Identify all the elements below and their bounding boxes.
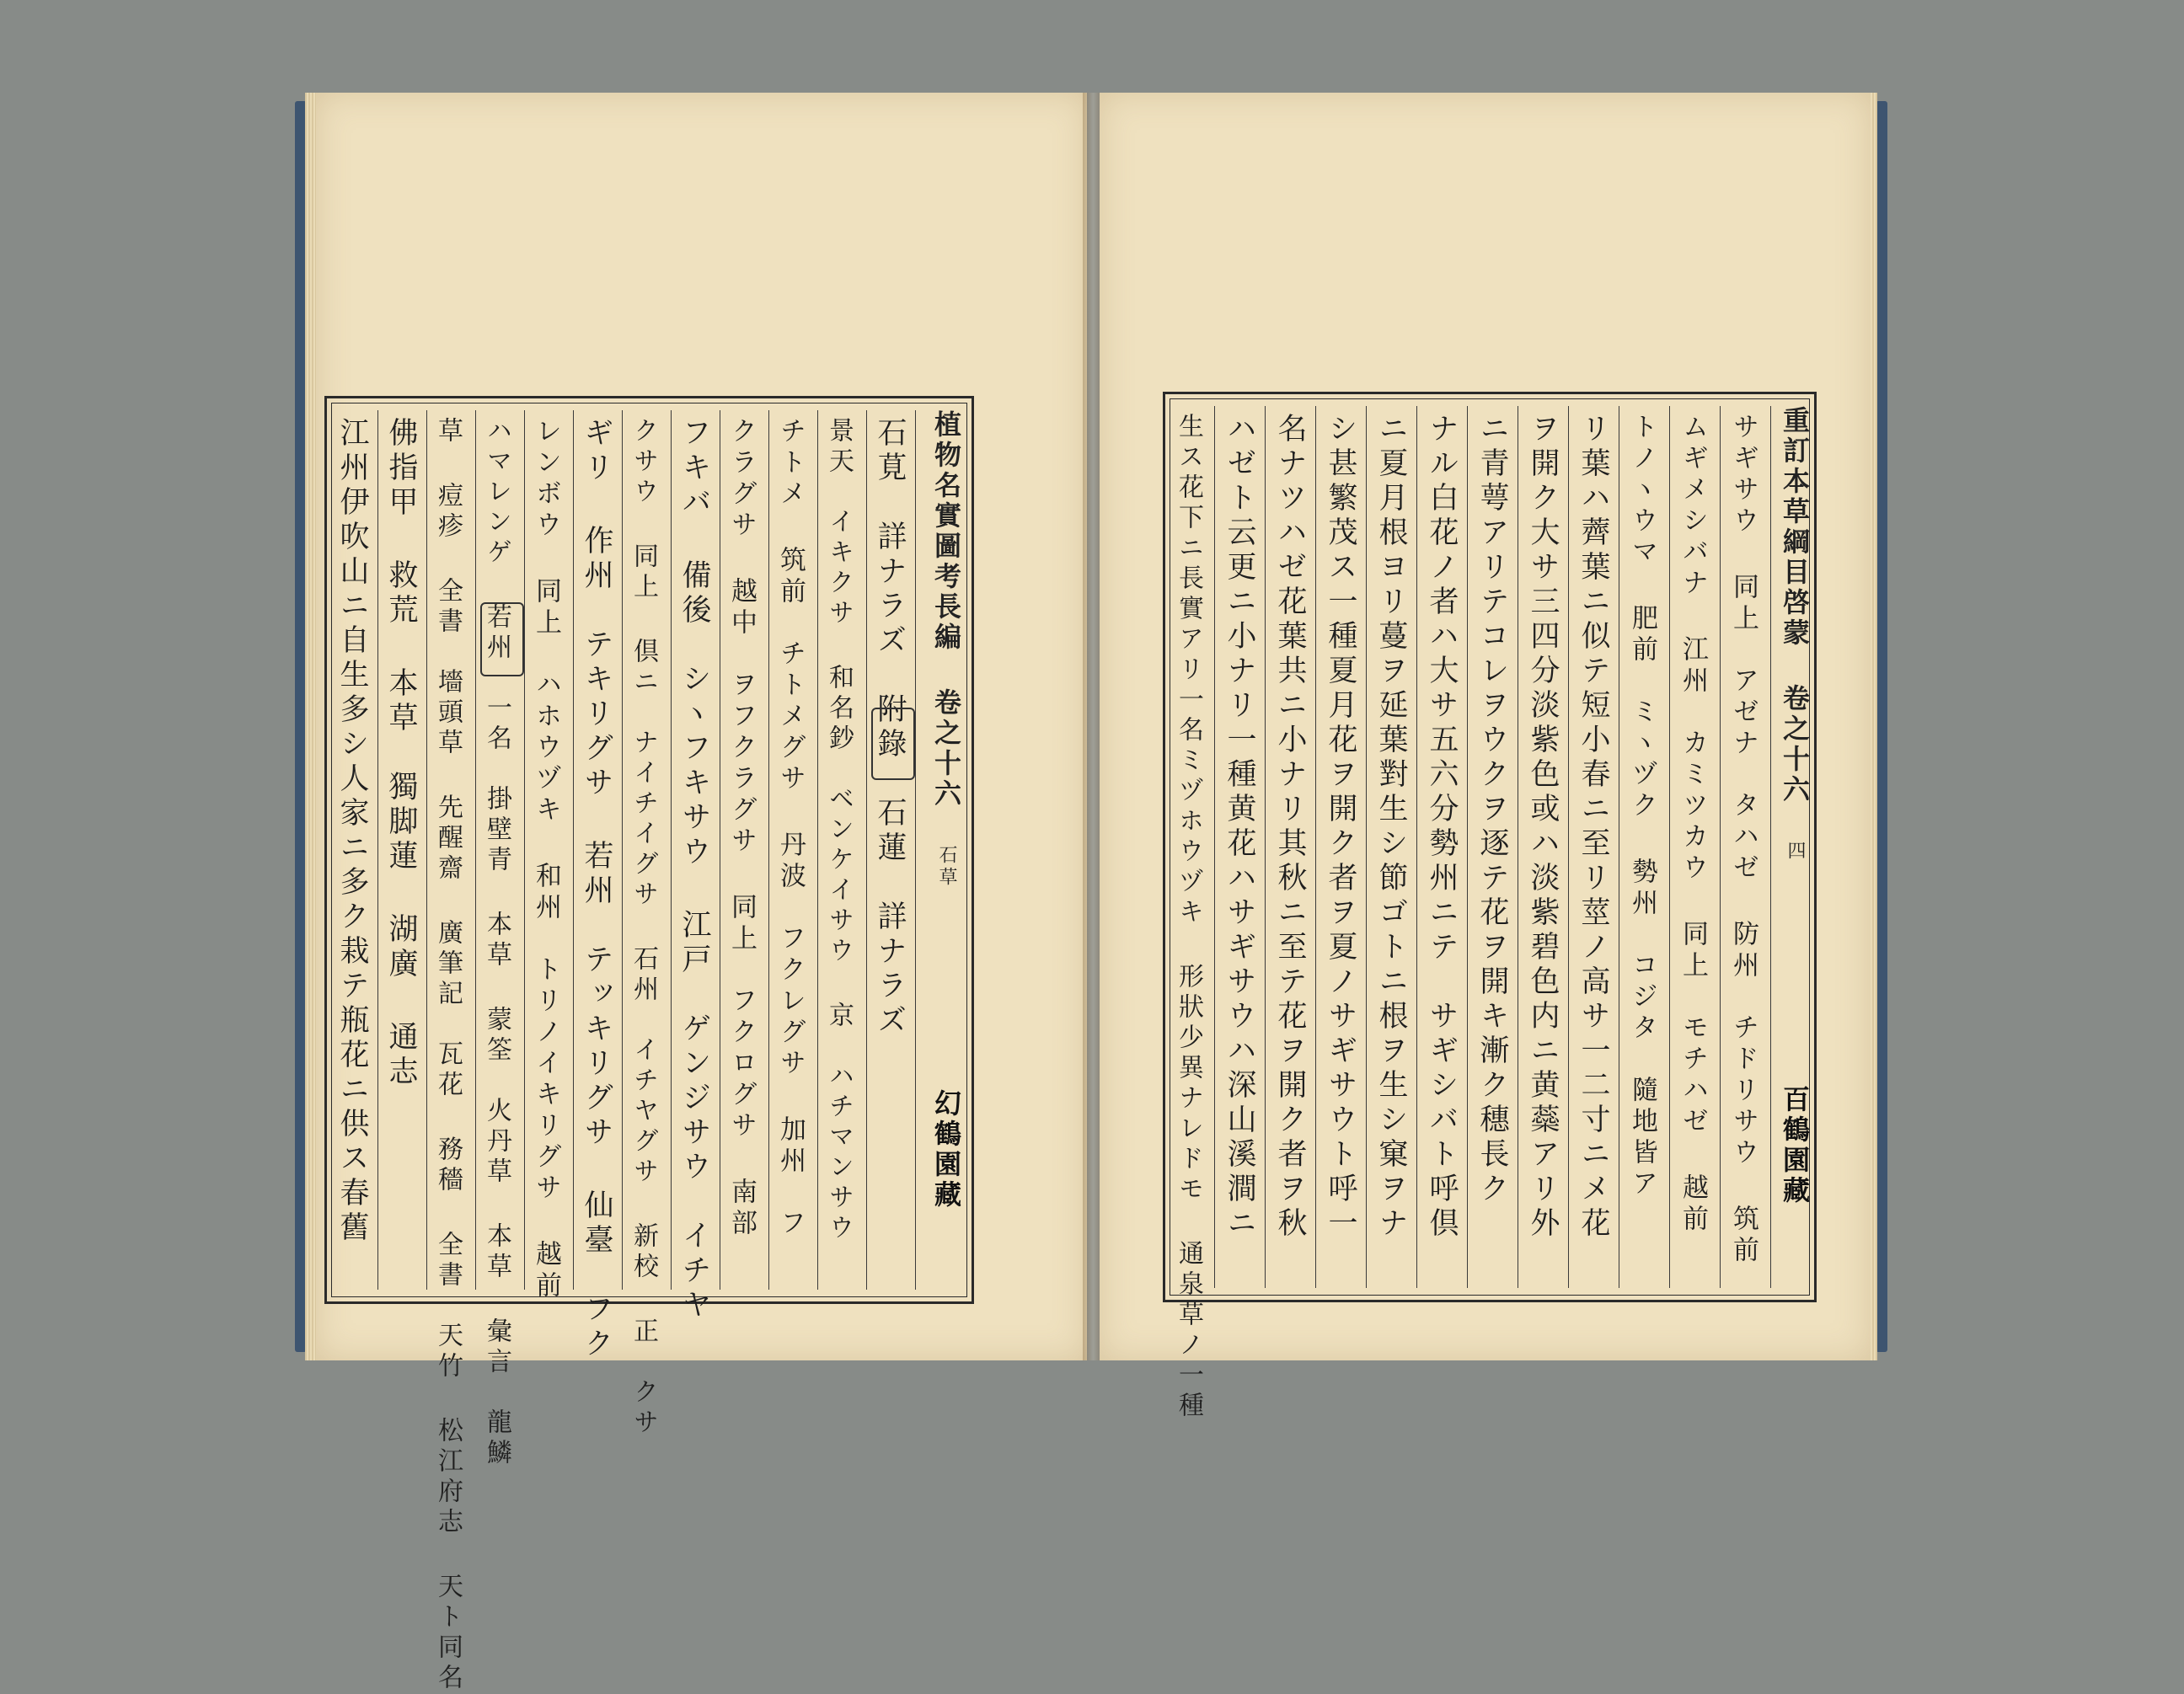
right-header-folio: 四 bbox=[1785, 841, 1806, 863]
right-publisher-mark: 百鶴園藏 bbox=[1779, 1085, 1811, 1206]
left-header-volume: 卷之十六 bbox=[930, 688, 962, 810]
text-column-9: ハマレンゲ 若州 一名 掛壁青 本草 蒙筌 火丹草 本草 彙言 龍鱗 bbox=[482, 417, 511, 1469]
text-column-2: 景天 イキクサ 和名鈔 ベンケイサウ 京 ハチマンサウ bbox=[824, 417, 854, 1244]
left-text-frame bbox=[324, 396, 974, 1694]
text-column-6: クサウ 同上 倶ニ ナイチイグサ 石州 イチヤグサ 新校 正 クサ bbox=[629, 417, 658, 1439]
text-column-5: ヲ開ク大サ三四分淡紫色或ハ淡紫碧色内ニ黄蘂アリ外 bbox=[1526, 413, 1560, 1242]
text-column-3: トノヽウマ 肥前 ミヽヅク 勢州 コジタ 隨地皆ア bbox=[1627, 413, 1657, 1200]
left-header-section: 石草 bbox=[936, 845, 957, 889]
text-column-11: ハゼト云更ニ小ナリ一種黄花ハサギサウハ深山溪澗ニ bbox=[1223, 413, 1256, 1242]
text-column-8: ニ夏月根ヨリ蔓ヲ延葉對生シ節ゴトニ根ヲ生シ窠ヲナ bbox=[1374, 413, 1408, 1242]
text-column-1: サギサウ 同上 アゼナ タハゼ 防州 チドリサウ 筑前 bbox=[1728, 413, 1758, 1267]
text-column-2: ムギメシバナ 江州 カミツカウ 同上 モチハゼ 越前 bbox=[1678, 413, 1708, 1236]
text-column-10: 草 痘疹 全書 墻頭草 先醒齋 廣筆記 瓦花 務穡 全書 天竹 松江府志 天ト同名 bbox=[433, 417, 463, 1694]
left-page bbox=[316, 93, 1087, 1694]
text-column-8: レンボウ 同上 ハホウヅキ 和州 トリノイキリグサ 越前 bbox=[531, 417, 561, 1302]
text-column-5: フキバ 備後 シヽフキサウ 江戸 ゲンジサウ イチヤ bbox=[677, 417, 711, 1323]
left-publisher-mark: 幻鶴園藏 bbox=[930, 1089, 962, 1210]
open-book bbox=[295, 93, 1887, 1694]
text-column-3: チトメ 筑前 チトメグサ 丹波 フクレグサ 加州 フ bbox=[775, 417, 806, 1240]
right-text-frame bbox=[1163, 392, 1817, 1422]
left-header-title: 植物名實圖考長編 bbox=[930, 410, 962, 653]
text-column-1: 石莧 詳ナラズ 附錄 石蓮 詳ナラズ bbox=[873, 417, 907, 1039]
text-column-6: ニ青萼アリテコレヲウクヲ逐テ花ヲ開キ漸ク穗長ク bbox=[1475, 413, 1509, 1207]
text-column-11: 佛指甲 救荒 本草 獨脚蓮 湖廣 通志 bbox=[384, 417, 418, 1090]
right-header-title: 重訂本草綱目啓蒙 bbox=[1779, 406, 1811, 649]
ichimei-box-mark bbox=[480, 602, 524, 676]
text-column-9: シ甚繁茂ス一種夏月花ヲ開ク者ヲ夏ノサギサウト呼一 bbox=[1324, 413, 1357, 1242]
text-column-7: ギリ 作州 テキリグサ 若州 テッキリグサ 仙臺 フク bbox=[580, 417, 613, 1362]
right-header-volume: 卷之十六 bbox=[1779, 684, 1811, 805]
right-page bbox=[1100, 93, 1871, 1422]
text-column-10: 名ナツハゼ花葉共ニ小ナリ其秋ニ至テ花ヲ開ク者ヲ秋 bbox=[1273, 413, 1307, 1242]
text-column-4: リ葉ハ薺葉ニ似テ短小春ニ至リ莖ノ高サ一二寸ニメ花 bbox=[1576, 413, 1610, 1242]
text-column-12: 江州伊吹山ニ自生多シ人家ニ多ク栽テ瓶花ニ供ス春舊 bbox=[335, 417, 369, 1246]
fuluu-box-mark bbox=[871, 708, 915, 780]
text-column-7: ナル白花ノ者ハ大サ五六分勢州ニテ サギシバト呼倶 bbox=[1425, 413, 1459, 1242]
text-column-12: 生ス花下ニ長實アリ一名ミヅホウヅキ 形狀少異ナレドモ 通泉草ノ一種 bbox=[1174, 413, 1203, 1422]
text-column-4: クラグサ 越中 ヲフクラグサ 同上 フクログサ 南部 bbox=[726, 417, 757, 1240]
cover-edge-right bbox=[1876, 101, 1887, 1352]
